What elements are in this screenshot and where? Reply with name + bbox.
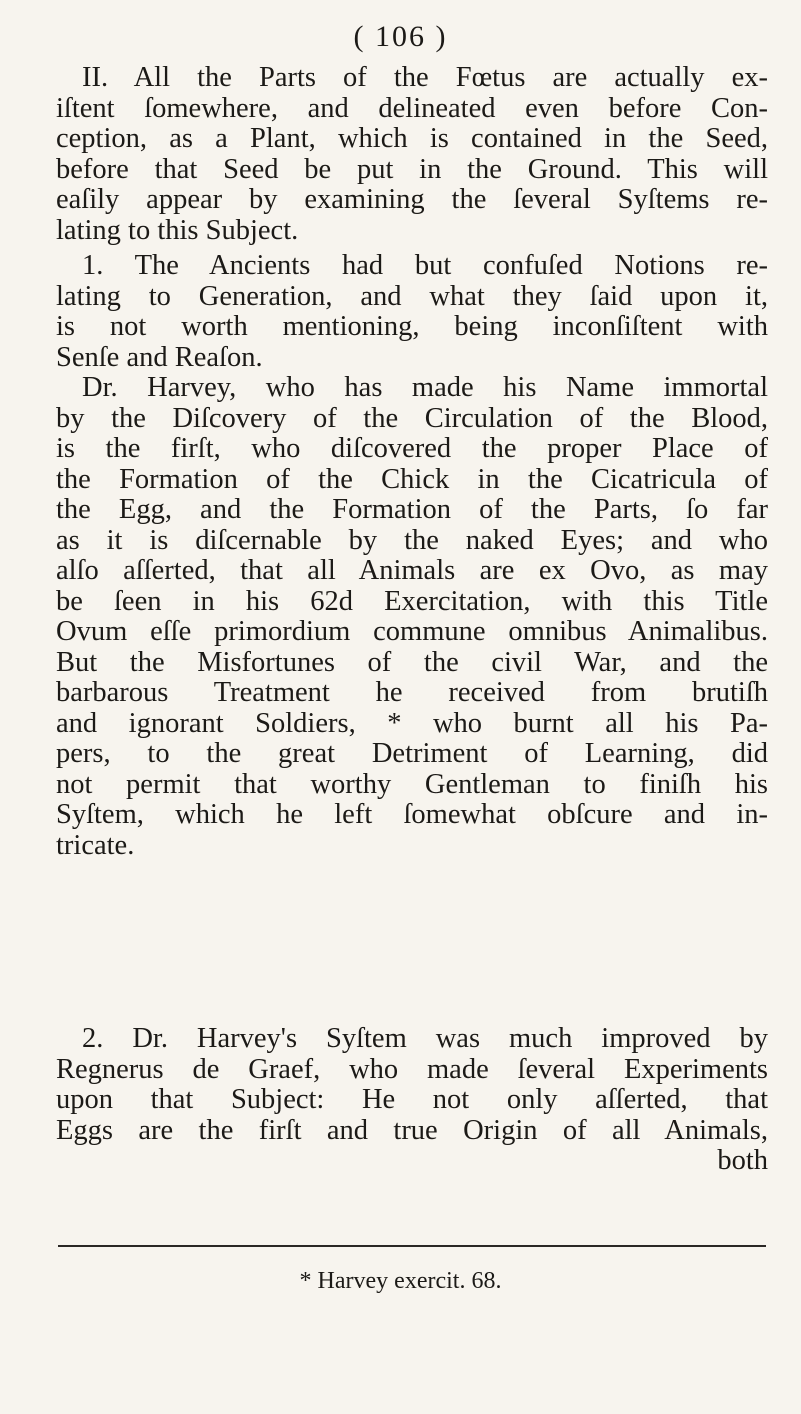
text-line: be ſeen in his 62d Exercitation, with this Title [56, 585, 768, 617]
text-line: upon that Subject: He not only aſſerted, that [56, 1084, 768, 1115]
footnote-rule [58, 1245, 766, 1247]
text-line: not permit that worthy Gentleman to finiſh his [56, 768, 768, 800]
text-line: II. All the Parts of the Fœtus are actually ex- [82, 62, 768, 93]
text-line: lating to this Subject. [56, 214, 299, 246]
text-line: and ignorant Soldiers, * who burnt all his Pa- [56, 707, 768, 739]
text-line: lating to Generation, and what they ſaid upon it, [56, 280, 768, 312]
text-line: alſo aſſerted, that all Animals are ex Ovo, as may [56, 555, 768, 586]
text-line: ception, as a Plant, which is contained in the Seed, [56, 123, 768, 154]
text-line: Dr. Harvey, who has made his Name immortal [82, 372, 768, 403]
catchword: both [717, 1145, 768, 1176]
page-number: ( 106 ) [353, 20, 448, 53]
text-line: Regnerus de Graef, who made ſeveral Experiments [56, 1053, 768, 1085]
section-ii-paragraph [56, 63, 768, 246]
text-line: eaſily appear by examining the ſeveral Syſtems re- [56, 184, 768, 215]
text-line: by the Diſcovery of the Circulation of the Blood, [56, 402, 768, 434]
text-line: is not worth mentioning, being inconſiſtent with [56, 311, 768, 342]
text-line: pers, to the great Detriment of Learning, did [56, 738, 768, 769]
footnote: * Harvey exercit. 68. [299, 1268, 502, 1294]
text-line: as it is diſcernable by the naked Eyes; and who [56, 524, 768, 556]
text-line: 1. The Ancients had but confuſed Notions re- [82, 250, 768, 281]
text-line: is the firſt, who diſcovered the proper Place of [56, 433, 768, 464]
text-line: But the Misfortunes of the civil War, and the [56, 646, 768, 678]
text-line: the Egg, and the Formation of the Parts, ſo far [56, 494, 768, 525]
text-line: tricate. [56, 829, 135, 861]
text-line: Eggs are the firſt and true Origin of all Animals, [56, 1114, 768, 1146]
text-line: iſtent ſomewhere, and delineated even before Con- [56, 92, 768, 124]
paragraph-1 [56, 251, 768, 861]
text-line: 2. Dr. Harvey's Syſtem was much improved by [82, 1023, 768, 1054]
paragraph-2 [56, 1024, 768, 1177]
text-line: Senſe and Reaſon. [56, 341, 263, 373]
text-line: Ovum eſſe primordium commune omnibus Animalibus. [56, 616, 768, 647]
text-line: the Formation of the Chick in the Cicatricula of [56, 463, 768, 495]
text-line: Syſtem, which he left ſomewhat obſcure and in- [56, 799, 768, 830]
text-line: before that Seed be put in the Ground. This will [56, 153, 768, 185]
text-line: barbarous Treatment he received from brutiſh [56, 677, 768, 708]
